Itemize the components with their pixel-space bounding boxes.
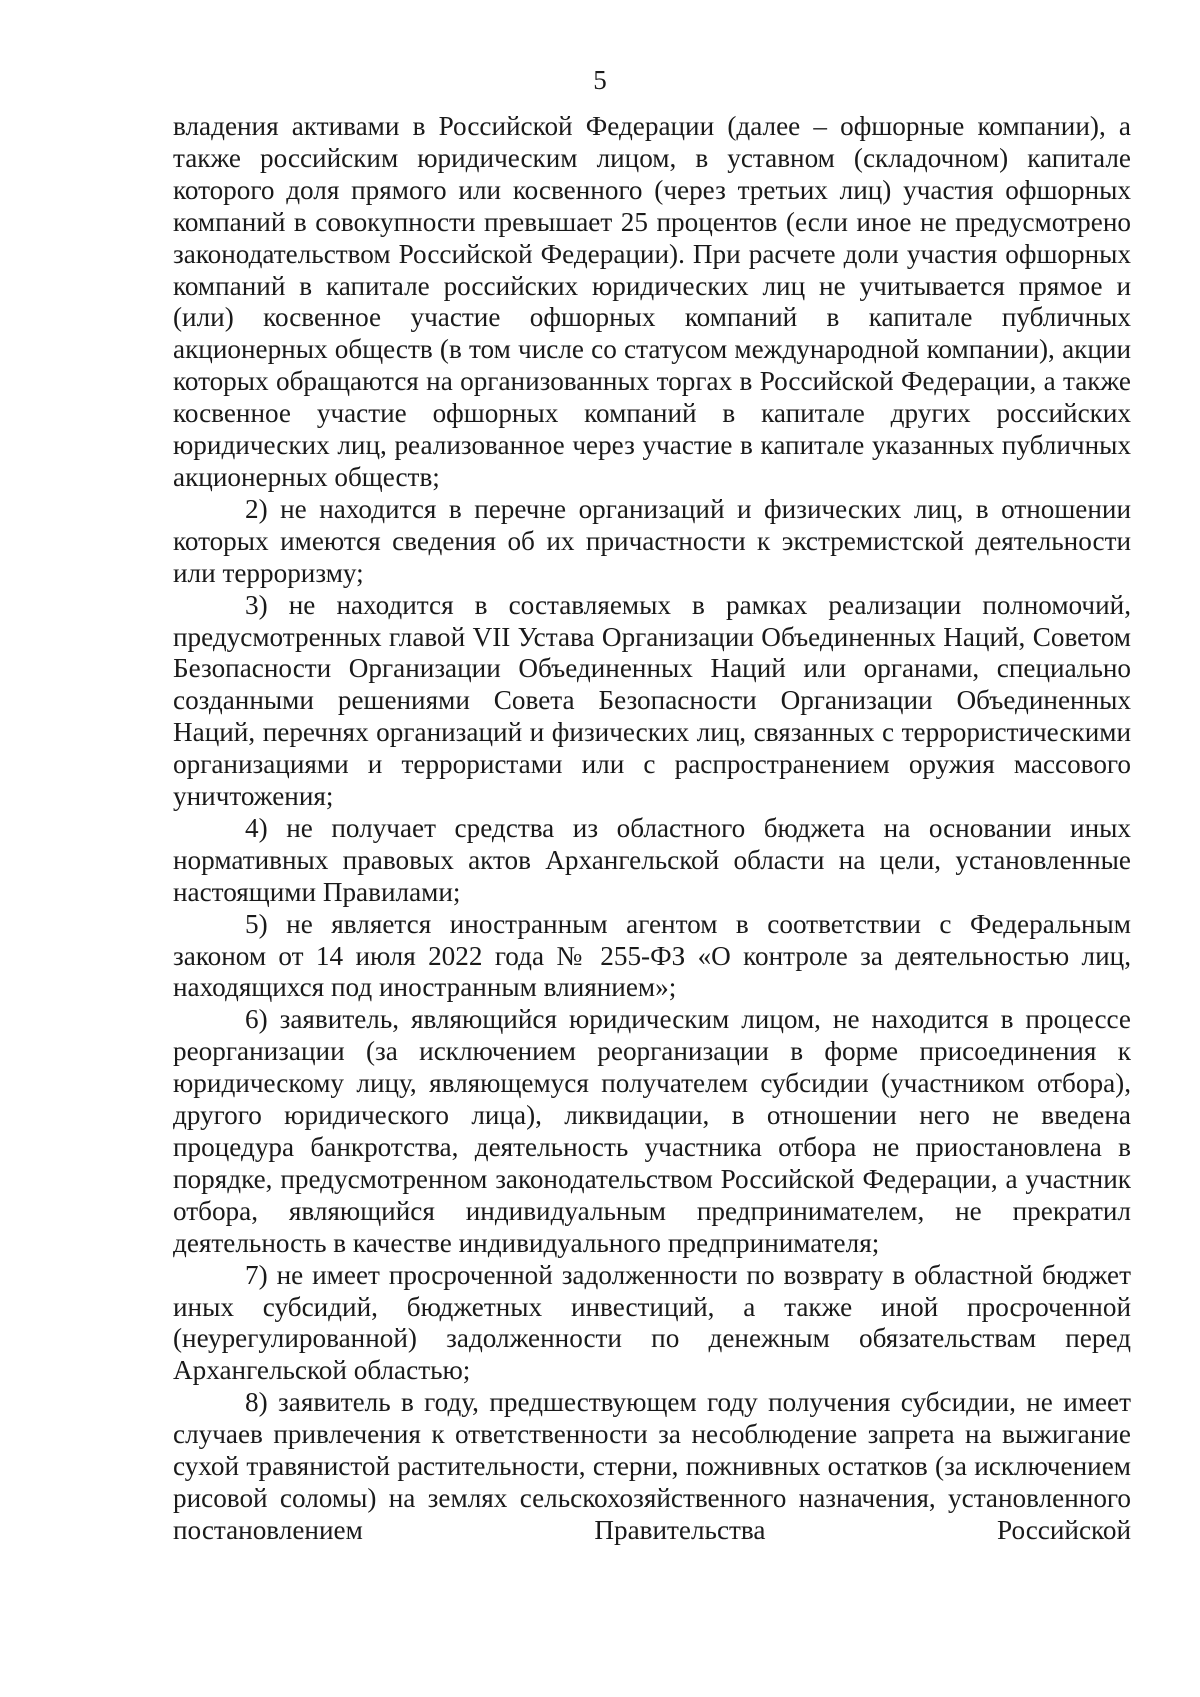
- paragraph-offshore-continuation: владения активами в Российской Федерации (далее – офшорные компании), а также российским юридическим лицом, в уставном (складочном) капитале которого доля прямого или косвенного (через третьих лиц) участия офшорных компаний в совокупности превышает 25 процентов (если иное не предусмотрено законодательством Российской Федерации). При расчете доли участия офшорных компаний в капитале российских юридических лиц не учитывается прямое и (или) косвенное участие офшорных компаний в капитале публичных акционерных обществ (в том числе со статусом международной компании), акции которых обращаются на организованных торгах в Российской Федерации, а также косвенное участие офшорных компаний в капитале других российских юридических лиц, реализованное через участие в капитале указанных публичных акционерных обществ;: [173, 111, 1131, 492]
- paragraph-item-4: 4) не получает средства из областного бюджета на основании иных нормативных правовых актов Архангельской области на цели, установленные настоящими Правилами;: [173, 812, 1131, 907]
- paragraph-item-5: 5) не является иностранным агентом в соответствии с Федеральным законом от 14 июля 2022 года № 255-ФЗ «О контроле за деятельностью лиц, находящихся под иностранным влиянием»;: [173, 908, 1131, 1003]
- paragraph-item-2: 2) не находится в перечне организаций и физических лиц, в отношении которых имеются сведения об их причастности к экстремистской деятельности или терроризму;: [173, 493, 1131, 588]
- paragraph-item-7: 7) не имеет просроченной задолженности по возврату в областной бюджет иных субсидий, бюджетных инвестиций, а также иной просроченной (неурегулированной) задолженности по денежным обязательствам перед Архангельской областью;: [173, 1259, 1131, 1386]
- paragraph-item-3: 3) не находится в составляемых в рамках реализации полномочий, предусмотренных главой VII Устава Организации Объединенных Наций, Советом Безопасности Организации Объединенных Наций или органами, специально созданными решениями Совета Безопасности Организации Объединенных Наций, перечнях организаций и физических лиц, связанных с террористическими организациями и террористами или с распространением оружия массового уничтожения;: [173, 589, 1131, 812]
- page-number: 5: [593, 65, 607, 95]
- paragraph-item-8: 8) заявитель в году, предшествующем году получения субсидии, не имеет случаев привлечения к ответственности за несоблюдение запрета на выжигание сухой травянистой растительности, стерни, пожнивных остатков (за исключением рисовой соломы) на землях сельскохозяйственного назначения, установленного постановлением Правительства Российской: [173, 1387, 1131, 1545]
- paragraph-item-6: 6) заявитель, являющийся юридическим лицом, не находится в процессе реорганизации (за исключением реорганизации в форме присоединения к юридическому лицу, являющемуся получателем субсидии (участником отбора), другого юридического лица), ликвидации, в отношении него не введена процедура банкротства, деятельность участника отбора не приостановлена в порядке, предусмотренном законодательством Российской Федерации, а участник отбора, являющийся индивидуальным предпринимателем, не прекратил деятельность в качестве индивидуального предпринимателя;: [173, 1004, 1131, 1258]
- document-body: [173, 111, 1131, 1547]
